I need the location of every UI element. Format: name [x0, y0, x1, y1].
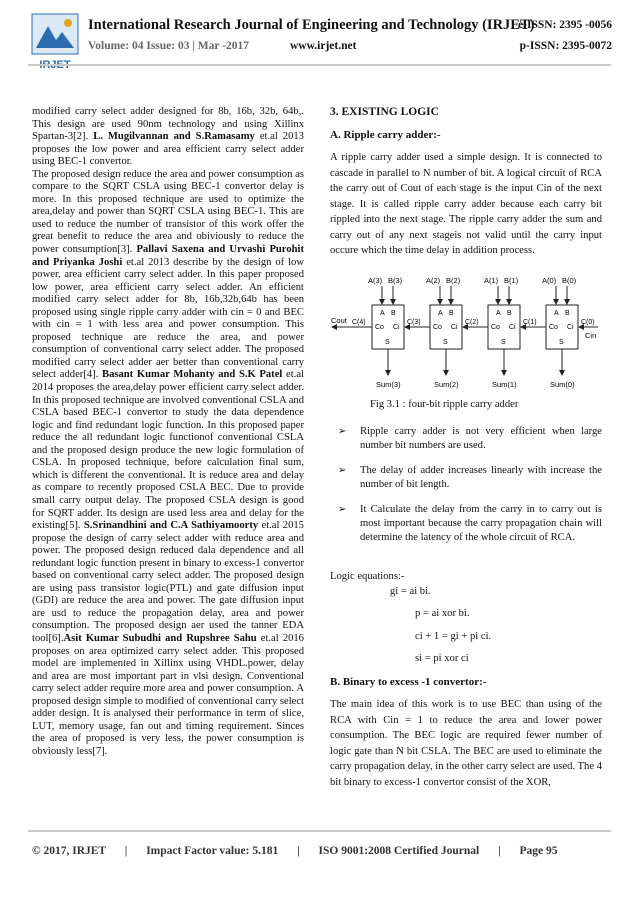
equation: si = pi xor ci — [415, 653, 469, 665]
carry-label: C(4) — [352, 318, 366, 326]
header-divider — [28, 64, 611, 66]
sum-label: Sum(3) — [376, 379, 401, 389]
carry-label: C(1) — [523, 318, 537, 326]
page-header — [0, 0, 638, 92]
footer-separator: | — [297, 845, 300, 857]
sum-label: Sum(1) — [492, 379, 517, 389]
logo-text: IRJET — [39, 59, 71, 71]
block-port-label: Co — [433, 323, 442, 331]
footer-page-number: Page 95 — [519, 845, 558, 857]
arrow-bullet-icon: ➢ — [338, 465, 347, 477]
footer-separator: | — [124, 845, 128, 857]
block-port-label: B — [507, 309, 512, 317]
block-port-label: A — [438, 309, 443, 317]
text-run: et.al 2013 proposes the low power and area efficient carry select adder using BEC-1 convertor. — [32, 131, 304, 168]
author-names: Basant Kumar Mohanty and S.K Patel — [102, 369, 283, 381]
block-port-label: S — [385, 338, 390, 346]
bullet-text: Ripple carry adder is not very efficient when large number bit numbers are used. — [360, 426, 602, 452]
arrow-bullet-icon: ➢ — [338, 504, 347, 516]
equation: gi = ai bi. — [390, 585, 431, 597]
carry-in-label: Cin — [585, 330, 597, 340]
right-column — [330, 106, 602, 790]
bullet-text: It Calculate the delay from the carry in to carry out is most important because the carry propagation chain will determine the latency of the whole circuit of RCA. — [360, 504, 602, 544]
block-port-label: S — [559, 338, 564, 346]
equations-block — [330, 586, 602, 666]
sum-label: Sum(0) — [550, 379, 575, 389]
bullet-item — [330, 464, 602, 492]
irjet-logo — [30, 12, 80, 72]
block-port-label: A — [496, 309, 501, 317]
bullet-item — [330, 503, 602, 545]
footer-iso: ISO 9001:2008 Certified Journal — [318, 845, 480, 857]
block-port-label: B — [391, 309, 396, 317]
author-names: Asit Kumar Subudhi and Rupshree Sahu — [63, 632, 257, 644]
text-run: et.al 2013 describe by the design of low power, area efficient carry select adder. In this paper proposed low power, area efficient carry select adder. An efficient modified carry select adder for 8b, 16b,32b,64b has been proposed using single ripple carry adder with cin = 0 and BEC with cin = 1 with less area and power consumption. This proposed technique are reduce the area, and power consumption of conventional carry select adder. The proposed modified carry select adder aer better than conventional carry select adder[4]. — [32, 256, 304, 381]
footer-impact-factor: Impact Factor value: 5.181 — [146, 845, 279, 857]
block-port-label: S — [443, 338, 448, 346]
bec-paragraph: The main idea of this work is to use BEC than using of the RCA with Cin = 1 to reduce the area and lower power consumption. The BEC logic are required fewer number of logic gate than N bit CSLA. The BEC are used to eliminate the carry propagation delay, in the other carry select are used. The 4 bit binary to excess-1 convertor consist of the XOR, — [330, 699, 602, 788]
text-run: et.al 2016 proposes on area optimized carry select adder. This proposed model are implemented in Xillinx using VHDL.power, delay and area are most important part in vlsi design. Conventional carry select adder require more area and power consumption. A proposed design simple to modified of conventional carry select adder design. It is analysed their performance in term of slice, LUT, memory usage, fan out and timing requirement. Sinces the area of proposed is very less, the power consumption is obviously less[7]. — [32, 632, 304, 757]
rca-figure — [330, 271, 602, 393]
text-run: et.al 2014 proposes the area,delay power efficient carry select adder. In this proposed technique are involved conventional CSLA and CSLA based BEC-1 convertor to study the data dependence logic and find redundant logic function. In this proposed paper reduce the all redundant logic functionof conventional CSLA and the proposed design produce the new logic formulation of CSLA. In proposed technique, before calculation final sum, which is different the conventional. It is reduce area and delay as compare to recently proposed CSLA BEC. Due to provide small carry output delay. The proposed CSLA design is good for SQRT adder. Its design are used less area and delay for the existing[5]. — [32, 369, 304, 532]
section-heading: 3. EXISTING LOGIC — [330, 106, 439, 118]
author-names: L. Mugilvannan and S.Ramasamy — [93, 131, 255, 143]
bullet-text: The delay of adder increases linearly with increase the number of bit length. — [360, 465, 602, 491]
sum-label: Sum(2) — [434, 379, 459, 389]
left-paragraph-1 — [32, 106, 304, 169]
text-run: modified carry select adder designed for 8b, 16b, 32b, 64b,. This design are used 90nm technology and using Xillinx Spartan-3[2]. — [32, 106, 304, 143]
volume-issue: Volume: 04 Issue: 03 | Mar -2017 — [88, 40, 249, 52]
bullet-list — [330, 425, 602, 545]
block-port-label: Co — [375, 323, 384, 331]
text-run: The proposed design reduce the area and power consumption as compare to the SQRT CSLA using BEC-1 convertor delay is more. In this proposed technique are used to optimize the area,delay and power than SQRT CSLA using BEC-1. This are used to reduce the number of transistor of this work offer the great benefit to reduce the area and obiviously to reduce the power consumption[3]. — [32, 168, 304, 256]
logic-equations-label: Logic equations:- — [330, 571, 405, 583]
journal-website: www.irjet.net — [290, 40, 357, 52]
input-label: A(1) — [484, 275, 499, 285]
input-label: A(3) — [368, 275, 383, 285]
figure-caption: Fig 3.1 : four-bit ripple carry adder — [370, 398, 519, 410]
input-label: B(1) — [504, 275, 519, 285]
input-label: B(2) — [446, 275, 461, 285]
subsection-a-heading: A. Ripple carry adder:- — [330, 128, 441, 141]
rca-diagram — [330, 271, 602, 393]
carry-label: C(0) — [581, 318, 595, 326]
block-port-label: A — [380, 309, 385, 317]
author-names: S.Srinandhini and C.A Sathiyamoorty — [83, 520, 259, 532]
block-port-label: B — [449, 309, 454, 317]
carry-label: C(2) — [465, 318, 479, 326]
equation: ci + 1 = gi + pi ci. — [415, 630, 492, 642]
block-port-label: Ci — [451, 323, 458, 331]
footer-divider — [28, 830, 611, 832]
block-port-label: S — [501, 338, 506, 346]
block-port-label: Ci — [393, 323, 400, 331]
carry-label: C(3) — [407, 318, 421, 326]
equation: p = ai xor bi. — [415, 608, 470, 620]
footer-copyright: © 2017, IRJET — [32, 845, 106, 857]
left-column — [32, 106, 304, 758]
block-port-label: Co — [491, 323, 500, 331]
input-label: B(3) — [388, 275, 403, 285]
page-footer — [32, 845, 558, 857]
input-label: A(0) — [542, 275, 557, 285]
block-port-label: B — [565, 309, 570, 317]
text-run: et.al 2015 propose the design of carry select adder with reduce area and power. The proposed design reduced dala dependence and all redundant logic function present in binary to excess-1 convertor based on conventional carry select adder. The proposed design are using pass transistor logic(PTL) and gate diffusion input (GDI) are reduce the area and power. The gate diffusion input are usd to reduce the propagation delay, area and power consumption. The proposed design aer used the tanner EDA tool[6]. — [32, 520, 304, 644]
carry-out-label: Cout — [331, 315, 347, 325]
pissn: p-ISSN: 2395-0072 — [519, 40, 612, 52]
bullet-item — [330, 425, 602, 453]
author-names: Pallavi Saxena and Urvashi Purohit and Priyanka Joshi — [32, 244, 304, 268]
block-port-label: Co — [549, 323, 558, 331]
eissn: e-ISSN: 2395 -0056 — [518, 19, 612, 31]
block-port-label: Ci — [509, 323, 516, 331]
block-port-label: A — [554, 309, 559, 317]
journal-title: International Research Journal of Engineering and Technology (IRJET) — [88, 17, 535, 33]
input-label: A(2) — [426, 275, 441, 285]
left-paragraph-2 — [32, 169, 304, 759]
ripple-carry-paragraph: A ripple carry adder used a simple design. It is connected to cascade in parallel to N number of bit. A logical circuit of RCA the carry out of Cout of each stage is the input Cin of the next stage. It is called ripple carry adder because each carry bit rippled into the next stage. The ripple carry adder the sum and carry out of any next stageis not valid until the carry input occure which the time delay in addition process. — [330, 152, 602, 257]
subsection-b-heading: B. Binary to excess -1 convertor:- — [330, 675, 487, 688]
block-port-label: Ci — [567, 323, 574, 331]
footer-separator: | — [498, 845, 501, 857]
input-label: B(0) — [562, 275, 577, 285]
arrow-bullet-icon: ➢ — [338, 426, 347, 438]
